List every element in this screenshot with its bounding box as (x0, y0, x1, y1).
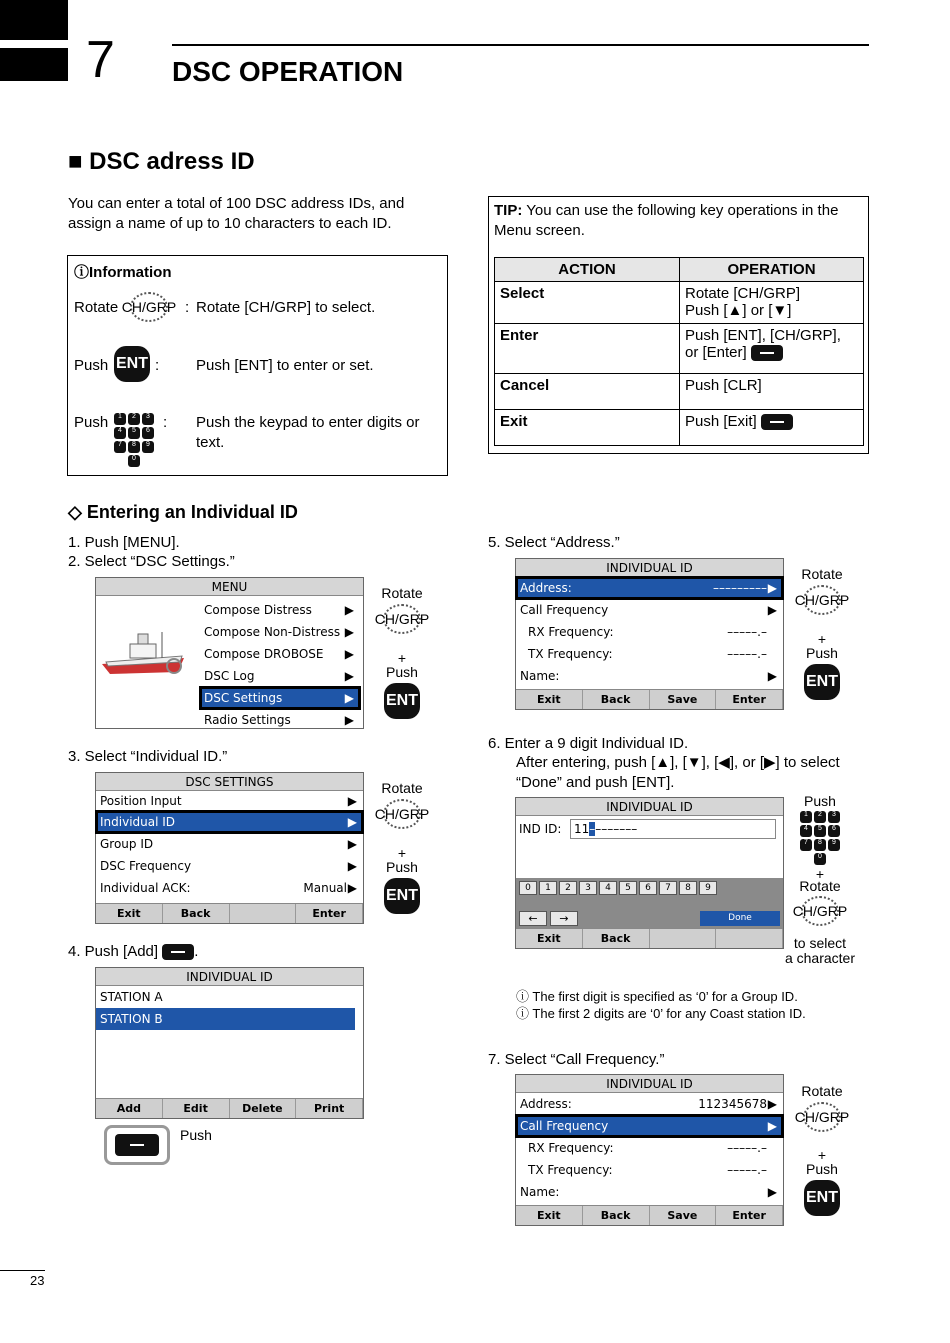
step-2: 2. Select “DSC Settings.” (68, 553, 235, 570)
tip-op-select: Rotate [CH/GRP] Push [▲] or [▼] (680, 282, 864, 324)
chgrp-dial-icon: CH/GRP (130, 292, 168, 322)
left-arrow-key[interactable]: ← (519, 911, 547, 926)
tip-op-enter: Push [ENT], [CH/GRP], or [Enter] (680, 324, 864, 374)
rotate-label: Rotate (801, 566, 843, 582)
digit-key[interactable]: 7 (659, 881, 677, 895)
soft-keys (516, 928, 783, 948)
digit-key[interactable]: 6 (639, 881, 657, 895)
info-colon: : (155, 357, 160, 374)
dsc-item-individual-id[interactable]: Individual ID ▶ (96, 811, 363, 833)
name-row[interactable]: Name: ▶ (520, 1185, 777, 1199)
plus-label: + (817, 1147, 827, 1163)
chgrp-dial-icon: CH/GRP (803, 585, 841, 615)
subsection-title: ◇ Entering an Individual ID (68, 502, 298, 522)
soft-key-enter[interactable]: Enter (716, 1206, 783, 1225)
minus-key-icon (751, 345, 783, 361)
soft-key-enter[interactable]: Enter (296, 904, 363, 923)
digit-key[interactable]: 4 (599, 881, 617, 895)
done-key[interactable]: Done (700, 911, 780, 926)
dsc-item[interactable]: Group ID ▶ (100, 837, 357, 851)
tip-text: TIP: You can use the following key operations in the Menu screen. (494, 202, 839, 239)
minus-key-icon (761, 414, 793, 430)
address-row[interactable]: Address: 112345678 ▶ (520, 1097, 777, 1111)
soft-key-back[interactable]: Back (583, 929, 650, 948)
chgrp-dial-icon: CH/GRP (801, 896, 839, 926)
entry-screen-title: INDIVIDUAL ID (516, 798, 783, 816)
dsc-settings-screen (95, 772, 364, 924)
push-label: Push (806, 645, 838, 661)
soft-key-empty[interactable] (230, 904, 297, 923)
soft-key-back[interactable]: Back (163, 904, 230, 923)
list-item[interactable]: STATION A (100, 990, 163, 1004)
info-colon: : (163, 414, 168, 431)
soft-key-exit[interactable]: Exit (96, 904, 163, 923)
keypad-icon: 1 2 3 4 5 6 7 8 9 0 (114, 413, 154, 467)
tx-frequency-row: TX Frequency: –––––.– (528, 1163, 767, 1177)
ind-id-input[interactable]: 11–––––––– (570, 819, 776, 839)
info-rotate-label: Rotate (74, 299, 119, 316)
tip-op-exit: Push [Exit] (680, 410, 864, 446)
step-7: 7. Select “Call Frequency.” (488, 1051, 665, 1068)
header-rule (172, 44, 869, 46)
tip-action-enter: Enter (495, 324, 680, 374)
tip-header-operation: OPERATION (680, 258, 864, 282)
soft-key-edit[interactable]: Edit (163, 1099, 230, 1118)
address-screen-title: INDIVIDUAL ID (516, 559, 783, 577)
chgrp-dial-icon: CH/GRP (383, 799, 421, 829)
call-screen-title: INDIVIDUAL ID (516, 1075, 783, 1093)
section-intro: You can enter a total of 100 DSC address IDs, and assign a name of up to 10 characters to each ID. (68, 195, 405, 232)
soft-keys (96, 1098, 363, 1118)
chapter-number: 7 (86, 31, 115, 89)
digit-key[interactable]: 5 (619, 881, 637, 895)
dsc-item[interactable]: Individual ACK: Manual ▶ (100, 881, 357, 895)
ind-id-label: IND ID: (519, 822, 562, 836)
digit-key[interactable]: 0 (519, 881, 537, 895)
step-6-detail: After entering, push [▲], [▼], [◀], or [▶] to select “Done” and push [ENT]. (516, 754, 840, 791)
soft-key-print[interactable]: Print (296, 1099, 363, 1118)
push-label: Push (386, 664, 418, 680)
list-item-selected[interactable]: STATION B (96, 1008, 355, 1030)
info-icon: ⓘ (516, 1006, 530, 1021)
ent-key-icon: ENT (384, 878, 420, 914)
soft-key-exit[interactable]: Exit (516, 929, 583, 948)
digit-key[interactable]: 3 (579, 881, 597, 895)
header-tab-top (0, 0, 68, 40)
name-row[interactable]: Name: ▶ (520, 669, 777, 683)
menu-screen-title: MENU (96, 578, 363, 596)
ent-key-icon: ENT (804, 1180, 840, 1216)
call-frequency-screen (515, 1074, 784, 1226)
to-select-label: to select (793, 935, 847, 951)
dsc-item[interactable]: DSC Frequency ▶ (100, 859, 357, 873)
soft-key-save[interactable]: Save (650, 1206, 717, 1225)
push-label: Push (180, 1127, 212, 1143)
menu-item[interactable]: Radio Settings ▶ (204, 713, 354, 727)
add-key-icon (104, 1125, 170, 1165)
char-keyboard (516, 878, 783, 929)
id-list-screen (95, 967, 364, 1119)
info-push-desc: Push [ENT] to enter or set. (196, 357, 374, 374)
call-frequency-row[interactable]: Call Frequency ▶ (516, 1115, 783, 1137)
tip-box (488, 196, 869, 454)
soft-keys (516, 689, 783, 709)
ent-key-icon: ENT (114, 346, 150, 382)
push-label: Push (804, 793, 836, 809)
rx-frequency-row: RX Frequency: –––––.– (528, 625, 767, 639)
soft-keys (516, 1205, 783, 1225)
step-4: 4. Push [Add] . (68, 943, 199, 960)
chgrp-dial-icon: CH/GRP (803, 1102, 841, 1132)
digit-key[interactable]: 9 (699, 881, 717, 895)
tip-header-action: ACTION (495, 258, 680, 282)
step-1: 1. Push [MENU]. (68, 534, 180, 551)
info-colon: : (185, 299, 190, 316)
tip-table (494, 257, 864, 446)
tip-op-cancel: Push [CLR] (680, 374, 864, 410)
ent-key-icon: ENT (384, 683, 420, 719)
header-tab-bottom (0, 48, 68, 81)
note-coast-id: ⓘ The first 2 digits are ‘0’ for any Coast station ID. (516, 1006, 806, 1021)
info-keypad-label: Push (74, 414, 109, 431)
soft-key-empty[interactable] (650, 929, 717, 948)
rotate-label: Rotate (381, 585, 423, 601)
menu-item[interactable]: Compose DROBOSE ▶ (204, 647, 354, 661)
rotate-label: Rotate (799, 878, 841, 894)
tx-frequency-row: TX Frequency: –––––.– (528, 647, 767, 661)
plus-label: + (397, 650, 407, 666)
rx-frequency-row: RX Frequency: –––––.– (528, 1141, 767, 1155)
info-icon: ⓘ (74, 264, 90, 281)
info-keypad-desc: Push the keypad to enter digits or text. (196, 414, 420, 451)
rotate-label: Rotate (381, 780, 423, 796)
page-number: 23 (30, 1273, 45, 1288)
soft-key-back[interactable]: Back (583, 1206, 650, 1225)
info-icon: ⓘ (516, 989, 530, 1004)
chgrp-dial-icon: CH/GRP (383, 604, 421, 634)
tip-action-select: Select (495, 282, 680, 324)
tip-action-exit: Exit (495, 410, 680, 446)
rotate-label: Rotate (801, 1083, 843, 1099)
section-title: ■ DSC adress ID (68, 148, 255, 175)
menu-item[interactable]: Compose Distress ▶ (204, 603, 354, 617)
menu-item[interactable]: Compose Non-Distress ▶ (204, 625, 354, 639)
soft-keys (96, 903, 363, 923)
right-arrow-key[interactable]: → (550, 911, 578, 926)
step-6: 6. Enter a 9 digit Individual ID. (488, 735, 689, 752)
ent-key-icon: ENT (804, 664, 840, 700)
soft-key-exit[interactable]: Exit (516, 690, 583, 709)
dsc-item[interactable]: Position Input ▶ (100, 794, 357, 808)
tip-action-cancel: Cancel (495, 374, 680, 410)
soft-key-exit[interactable]: Exit (516, 1206, 583, 1225)
push-label: Push (386, 859, 418, 875)
information-title: ⓘInformation (74, 264, 172, 281)
dsc-screen-title: DSC SETTINGS (96, 773, 363, 791)
step-3: 3. Select “Individual ID.” (68, 748, 228, 765)
soft-key-empty[interactable] (716, 929, 783, 948)
chapter-title: DSC OPERATION (172, 56, 404, 87)
digit-key[interactable]: 2 (559, 881, 577, 895)
information-box (67, 255, 448, 476)
menu-screen (95, 577, 364, 729)
address-screen (515, 558, 784, 710)
address-row[interactable]: Address: ––––––––– ▶ (516, 577, 783, 599)
menu-item-dsc-settings[interactable]: DSC Settings ▶ (200, 687, 360, 709)
plus-label: + (397, 845, 407, 861)
digit-key[interactable]: 8 (679, 881, 697, 895)
soft-key-back[interactable]: Back (583, 690, 650, 709)
soft-key-save[interactable]: Save (650, 690, 717, 709)
plus-label: + (817, 631, 827, 647)
id-entry-screen (515, 797, 784, 949)
soft-key-enter[interactable]: Enter (716, 690, 783, 709)
a-character-label: a character (784, 950, 856, 966)
soft-key-delete[interactable]: Delete (230, 1099, 297, 1118)
info-rotate-desc: Rotate [CH/GRP] to select. (196, 299, 376, 316)
menu-item[interactable]: DSC Log ▶ (204, 669, 354, 683)
digit-key[interactable]: 1 (539, 881, 557, 895)
soft-key-add[interactable]: Add (96, 1099, 163, 1118)
minus-key-icon (162, 944, 194, 960)
footer-rule (0, 1270, 45, 1271)
plus-label: + (815, 866, 825, 882)
id-list-title: INDIVIDUAL ID (96, 968, 363, 986)
step-5: 5. Select “Address.” (488, 534, 620, 551)
ship-image (100, 628, 192, 683)
info-push-label: Push (74, 357, 109, 374)
note-group-id: ⓘ The first digit is specified as ‘0’ for a Group ID. (516, 989, 798, 1004)
call-frequency-row[interactable]: Call Frequency ▶ (520, 603, 777, 617)
push-label: Push (806, 1161, 838, 1177)
keypad-icon: 1 2 3 4 5 6 7 8 9 0 (800, 811, 840, 865)
